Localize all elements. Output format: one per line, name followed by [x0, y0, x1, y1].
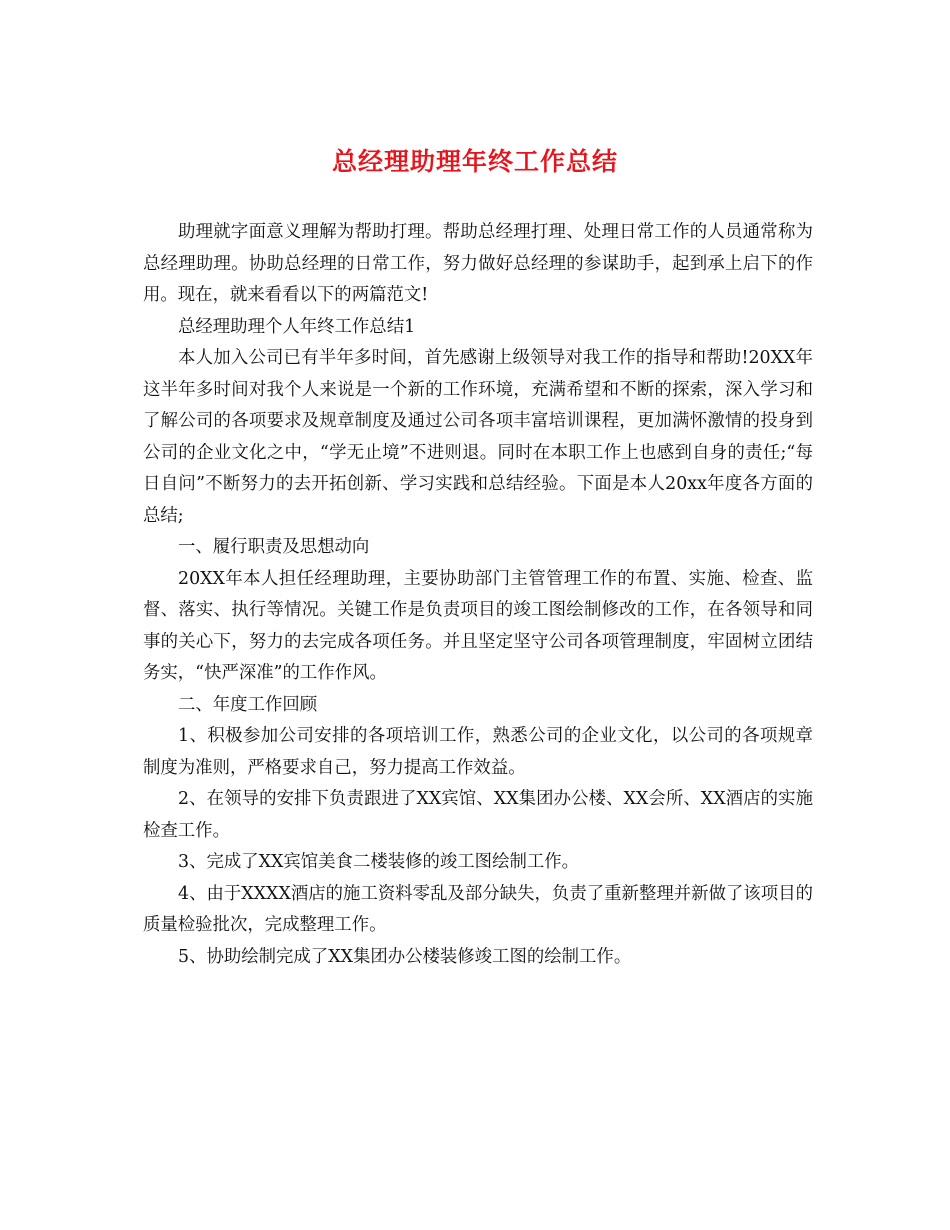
document-title: 总经理助理年终工作总结 [331, 147, 618, 176]
list-item: 1、积极参加公司安排的各项培训工作，熟悉公司的企业文化，以公司的各项规章制度为准则，严格要求自己，努力提高工作效益。 [143, 726, 813, 778]
section-heading-summary-1: 总经理助理个人年终工作总结1 [178, 316, 416, 337]
list-item: 3、完成了XX宾馆美食二楼装修的竣工图绘制工作。 [178, 852, 580, 872]
section-heading-review: 二、年度工作回顾 [178, 694, 318, 715]
intro-paragraph: 助理就字面意义理解为帮助打理。帮助总经理打理、处理日常工作的人员通常称为总经理助理。协助总经理的日常工作，努力做好总经理的参谋助手，起到承上启下的作用。现在，就来看看以下的两篇范文! [143, 222, 813, 305]
body-paragraph: 20XX年本人担任经理助理，主要协助部门主管管理工作的布置、实施、检查、监督、落实、执行等情况。关键工作是负责项目的竣工图绘制修改的工作，在各领导和同事的关心下，努力的去完成各项任务。并且坚定坚守公司各项管理制度，牢固树立团结务实，“快严深准”的工作作风。 [143, 568, 813, 683]
list-item: 5、协助绘制完成了XX集团办公楼装修竣工图的绘制工作。 [178, 946, 632, 967]
list-item: 2、在领导的安排下负责跟进了XX宾馆、XX集团办公楼、XX会所、XX酒店的实施检查工作。 [143, 789, 813, 841]
section-heading-duties: 一、履行职责及思想动向 [178, 537, 370, 557]
body-paragraph: 本人加入公司已有半年多时间，首先感谢上级领导对我工作的指导和帮助!20XX年这半年多时间对我个人来说是一个新的工作环境，充满希望和不断的探索，深入学习和了解公司的各项要求及规章制度及通过公司各项丰富培训课程，更加满怀激情的投身到公司的企业文化之中，“学无止境”不进则退。同时在本职工作上也感到自身的责任;“每日自问”不断努力的去开拓创新、学习实践和总结经验。下面是本人20xx年度各方面的总结; [143, 348, 813, 526]
list-item: 4、由于XXXX酒店的施工资料零乱及部分缺失，负责了重新整理并新做了该项目的质量检验批次，完成整理工作。 [143, 883, 813, 935]
document-body [143, 217, 813, 973]
